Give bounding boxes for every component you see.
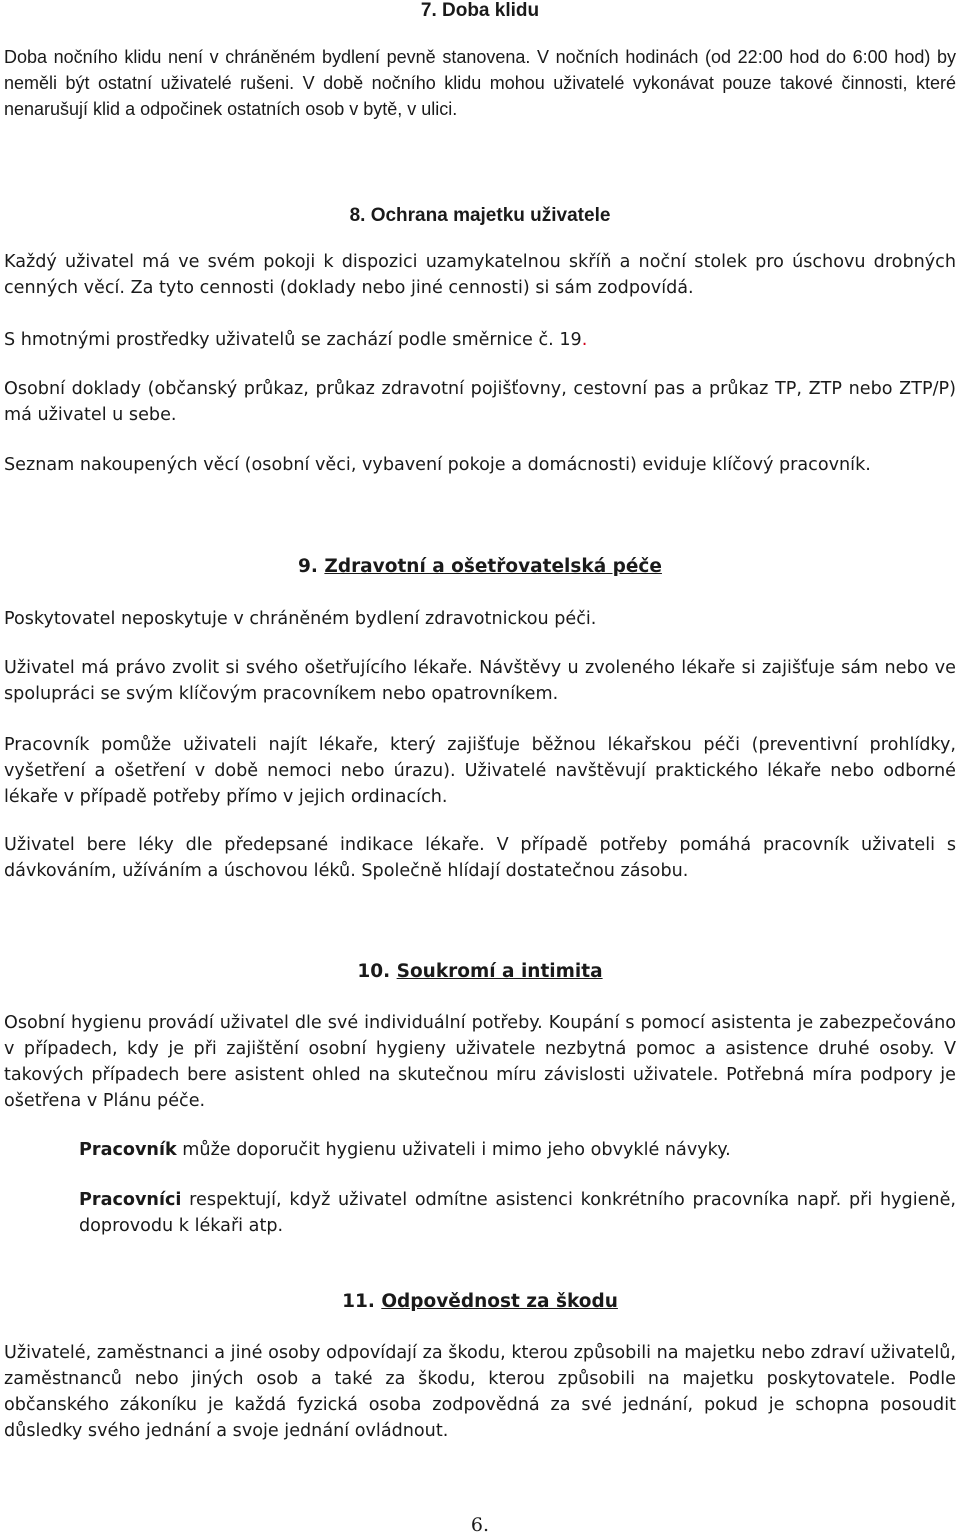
section-8-heading: 8. Ochrana majetku uživatele	[349, 205, 611, 226]
section-9-heading-text: Zdravotní a ošetřovatelská péče	[324, 556, 662, 577]
section-9-paragraph-3: Pracovník pomůže uživateli najít lékaře, který zajišťuje běžnou lékařskou péči (preventivní prohlídky, vyšetření a ošetření v době nemoci nebo úrazu). Uživatelé navštěvují praktického lékaře nebo odborné lékaře v případě potřeby přímo v jejich ordinacích.	[4, 735, 956, 807]
section-8-paragraph-2	[4, 327, 956, 353]
section-9-heading-number: 9.	[298, 556, 318, 577]
section-10-paragraph-1: Osobní hygienu provádí uživatel dle své individuální potřeby. Koupání s pomocí asistenta je zabezpečováno v případech, kdy je při zajištění osobní hygieny uživatele nezbytná pomoc a asistence druhé osoby. V takových případech bere asistent ohled na skutečnou míru závislosti uživatele. Potřebná míra podpory je ošetřena v Plánu péče.	[4, 1013, 956, 1111]
section-9-paragraph-1: Poskytovatel neposkytuje v chráněném bydlení zdravotnickou péči.	[4, 609, 597, 629]
section-10-heading-number: 10.	[357, 961, 391, 982]
section-10-heading	[0, 961, 960, 983]
section-10-heading-text: Soukromí a intimita	[396, 961, 603, 982]
section-11-heading-number: 11.	[342, 1291, 375, 1312]
section-8-paragraph-2-text: S hmotnými prostředky uživatelů se zachází podle směrnice č. 19	[4, 330, 582, 350]
section-8-paragraph-2-dot: .	[581, 330, 588, 350]
section-9-paragraph-2: Uživatel má právo zvolit si svého ošetřujícího lékaře. Návštěvy u zvoleného lékaře si zajišťuje sám nebo ve spolupráci se svým klíčovým pracovníkem nebo opatrovníkem.	[4, 658, 956, 704]
section-11-paragraph-1: Uživatelé, zaměstnanci a jiné osoby odpovídají za škodu, kterou způsobili na majetku nebo zdraví uživatelů, zaměstnanců nebo jiných osob a také za škodu, kterou způsobili na majetku poskytovatele. Podle občanského zákoníku je každá fyzická osoba zodpovědná za své jednání, pokud je schopna posoudit důsledky svého jednání a svoje jednání ovládnout.	[4, 1343, 956, 1441]
section-8-paragraph-3: Osobní doklady (občanský průkaz, průkaz zdravotní pojišťovny, cestovní pas a průkaz TP, ZTP nebo ZTP/P) má uživatel u sebe.	[4, 379, 956, 425]
section-11-heading	[0, 1291, 960, 1313]
section-10-paragraph-3-bold: Pracovníci	[79, 1190, 182, 1210]
section-10-paragraph-2-rest: může doporučit hygienu uživateli i mimo jeho obvyklé návyky.	[176, 1140, 731, 1160]
section-10-paragraph-3	[79, 1187, 956, 1239]
section-7-paragraph: Doba nočního klidu není v chráněném bydlení pevně stanovena. V nočních hodinách (od 22:00 hod do 6:00 hod) by neměli být ostatní uživatelé rušeni. V době nočního klidu mohou uživatelé vykonávat pouze takové činnosti, které nenarušují klid a odpočinek ostatních osob v bytě, v ulici.	[4, 47, 956, 119]
section-8-paragraph-4: Seznam nakoupených věcí (osobní věci, vybavení pokoje a domácnosti) eviduje klíčový pracovník.	[4, 455, 871, 475]
section-10-paragraph-3-rest: respektují, když uživatel odmítne asistenci konkrétního pracovníka např. při hygieně, doprovodu k lékaři atp.	[79, 1190, 956, 1236]
section-10-paragraph-2-bold: Pracovník	[79, 1140, 177, 1160]
section-9-paragraph-4: Uživatel bere léky dle předepsané indikace lékaře. V případě potřeby pomáhá pracovník uživateli s dávkováním, užíváním a úschovou léků. Společně hlídají dostatečnou zásobu.	[4, 835, 956, 881]
section-8-paragraph-1: Každý uživatel má ve svém pokoji k dispozici uzamykatelnou skříň a noční stolek pro úschovu drobných cenných věcí. Za tyto cennosti (doklady nebo jiné cennosti) si sám zodpovídá.	[4, 252, 956, 298]
section-7-heading: 7. Doba klidu	[420, 0, 540, 21]
section-11-heading-text: Odpovědnost za škodu	[381, 1291, 618, 1312]
section-9-heading	[0, 556, 960, 578]
page-number: 6.	[470, 1514, 490, 1536]
section-10-paragraph-2	[79, 1137, 956, 1163]
